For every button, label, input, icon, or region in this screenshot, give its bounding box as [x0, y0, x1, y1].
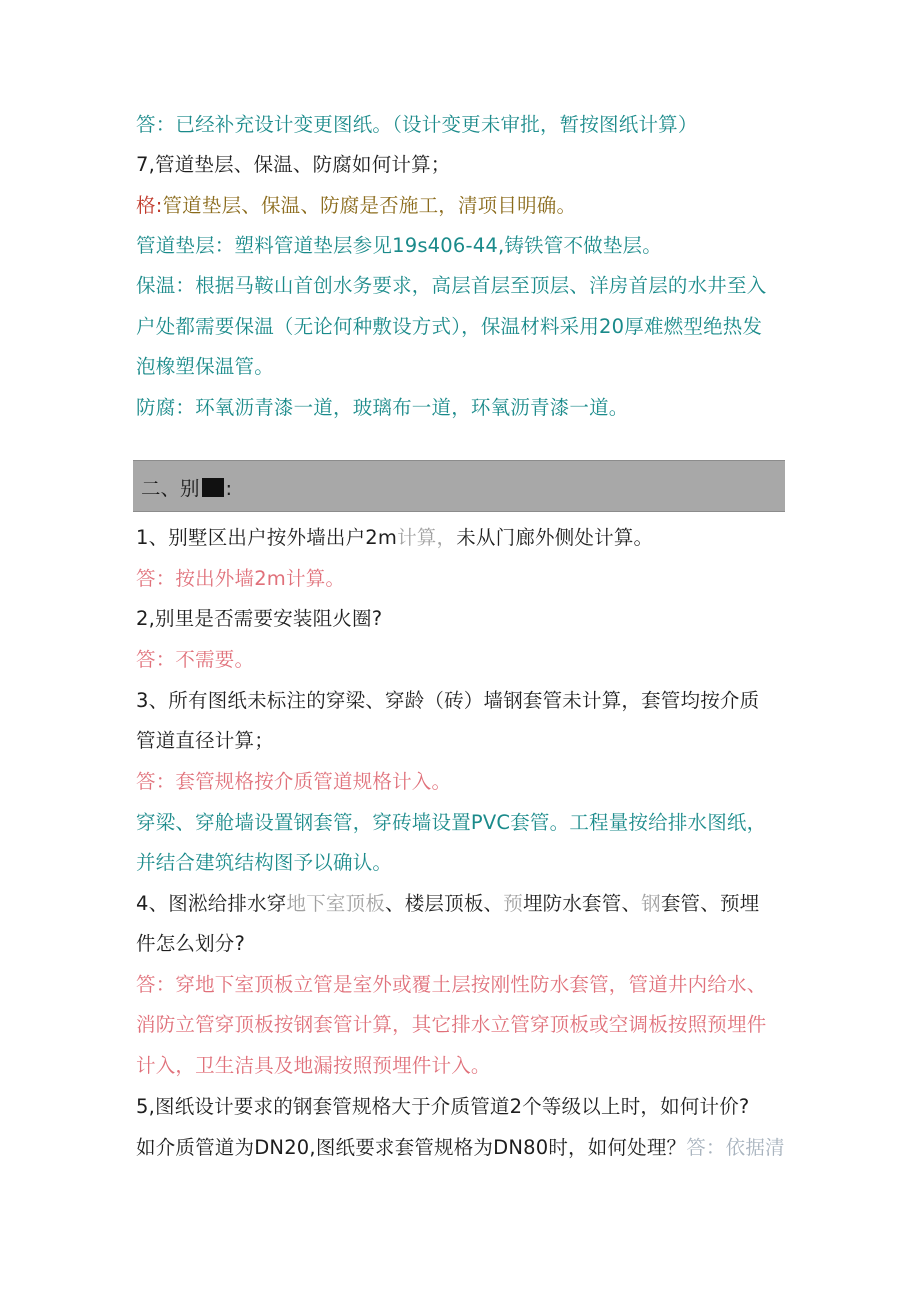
- ge-lead: 格:: [136, 194, 163, 217]
- question-2: 2,别里是否需要安装阻火圈?: [136, 607, 383, 630]
- q4-part-c: 、楼层顶板、: [385, 892, 504, 915]
- section-heading-bar: [133, 460, 785, 512]
- insulation-line-1: 保温：根据马鞍山首创水务要求，高层首层至顶层、洋房首层的水井至入: [136, 274, 767, 297]
- answer-2: 答：不需要。: [136, 648, 255, 671]
- question-4-line-2: 件怎么划分?: [136, 932, 246, 955]
- question-7: 7,管道垫层、保温、防腐如何计算；: [136, 153, 451, 176]
- question-3-line-2: 管道直径计算；: [136, 729, 274, 752]
- q4-part-b: 地下室顶板: [286, 892, 386, 915]
- question-5-line-1: 5,图纸设计要求的钢套管规格大于介质管道2个等级以上时，如何计价?: [136, 1095, 750, 1118]
- q4-part-g: 套管、预埋: [660, 892, 760, 915]
- insulation-line-2: 户处都需要保温（无论何种敷设方式），保温材料采用20厚难燃型绝热发: [136, 315, 763, 338]
- redacted-block: [202, 478, 224, 497]
- answer-design-change: 答：已经补充设计变更图纸。（设计变更未审批，暂按图纸计算）: [136, 113, 698, 136]
- q1-part-c: 未从门廊外侧处计算。: [456, 526, 654, 549]
- heading-suffix: :: [225, 477, 233, 500]
- question-1: [136, 525, 796, 551]
- pipe-cushion-answer: 管道垫层：塑料管道垫层参见19s406-44,铸铁管不做垫层。: [136, 234, 662, 257]
- answer-4-line-2: 消防立管穿顶板按钢套管计算，其它排水立管穿顶板或空调板按照预埋件: [136, 1013, 767, 1036]
- heading-prefix: 二、别: [141, 477, 200, 500]
- q4-part-a: 4、图淞给排水穿: [136, 892, 287, 915]
- answer-3-detail-line-2: 并结合建筑结构图予以确认。: [136, 851, 393, 874]
- question-5-line-2: [136, 1135, 796, 1161]
- q5-answer-start: 答：依据清: [686, 1136, 785, 1159]
- question-4-line-1: [136, 891, 796, 917]
- q1-part-b: 计算，: [397, 526, 457, 549]
- q4-part-f: 钢: [641, 892, 661, 915]
- answer-4-line-1: 答：穿地下室顶板立管是室外或覆土层按刚性防水套管，管道井内给水、: [136, 973, 767, 996]
- q4-part-d: 预: [503, 892, 523, 915]
- q1-part-a: 1、别墅区出户按外墙出户2m: [136, 526, 398, 549]
- q4-part-e: 埋防水套管、: [522, 892, 642, 915]
- ge-text: 管道垫层、保温、防腐是否施工，清项目明确。: [162, 194, 577, 217]
- answer-3-detail-line-1: 穿梁、穿舱墙设置钢套管，穿砖墙设置PVC套管。工程量按给排水图纸，: [136, 811, 767, 834]
- section-heading: [141, 476, 232, 502]
- answer-3: 答：套管规格按介质管道规格计入。: [136, 770, 452, 793]
- answer-1: 答：按出外墙2m计算。: [136, 567, 346, 590]
- insulation-line-3: 泡橡塑保温管。: [136, 355, 274, 378]
- answer-4-line-3: 计入，卫生洁具及地漏按照预埋件计入。: [136, 1054, 491, 1077]
- ge-note: [136, 193, 796, 219]
- anticorrosion-answer: 防腐：环氧沥青漆一道，玻璃布一道，环氧沥青漆一道。: [136, 396, 629, 419]
- q5-part-a: 如介质管道为DN20,图纸要求套管规格为DN80时，如何处理？: [136, 1136, 687, 1159]
- question-3-line-1: 3、所有图纸未标注的穿梁、穿龄（砖）墙钢套管未计算，套管均按介质: [136, 689, 760, 712]
